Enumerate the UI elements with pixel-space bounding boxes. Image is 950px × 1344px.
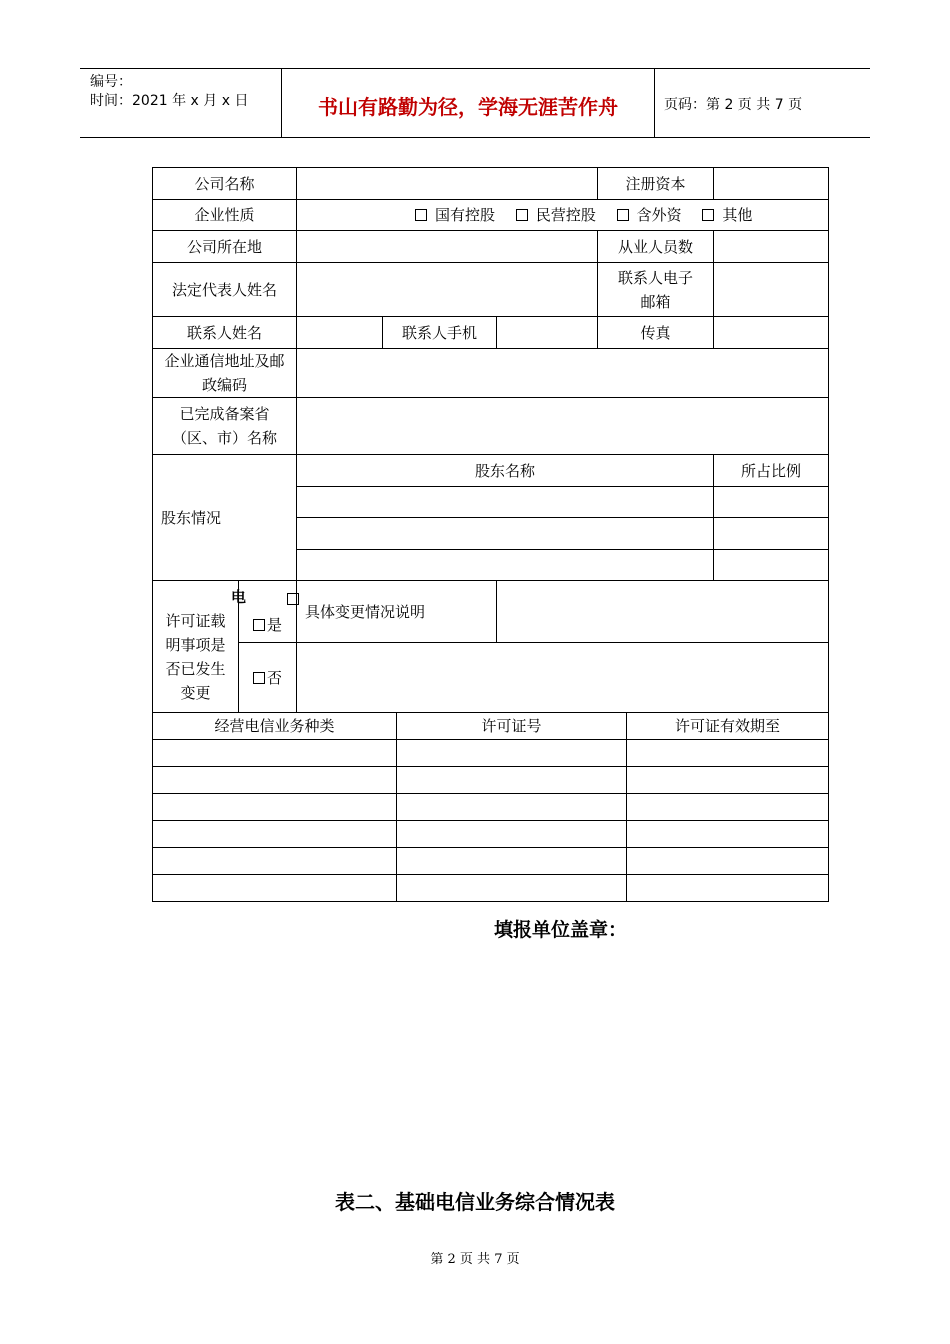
page-header [80,68,870,138]
checkbox-icon[interactable] [253,619,265,631]
header-meta [90,73,248,111]
table-cell[interactable] [397,767,627,794]
seal-label: 填报单位盖章： [494,919,628,941]
change-detail-field[interactable] [297,643,829,713]
fax-field[interactable] [714,317,829,349]
company-info-table [152,167,829,713]
table-cell[interactable] [627,767,829,794]
header-motto: 书山有路勤为径，学海无涯苦作舟 [318,95,618,119]
header-page-info: 页码：第 2 页 共 7 页 [664,97,803,113]
checkbox-icon[interactable] [617,209,629,221]
nature-option[interactable]: 其他 [698,206,756,224]
shareholder-name-cell[interactable] [297,518,714,550]
license-expiry-header: 许可证有效期至 [627,713,829,740]
checkbox-icon[interactable] [415,209,427,221]
table-row [153,875,829,902]
legal-rep-label: 法定代表人姓名 [153,263,297,317]
share-ratio-cell[interactable] [714,487,829,518]
table-cell[interactable] [397,848,627,875]
filed-regions-field[interactable] [297,398,829,455]
table-cell[interactable] [627,821,829,848]
table-row [153,848,829,875]
shareholder-name-cell[interactable] [297,550,714,581]
table-cell[interactable] [627,740,829,767]
telecom-business-table [152,712,829,902]
business-type-header: 经营电信业务种类 [153,713,397,740]
mail-address-label: 企业通信地址及邮政编码 [153,349,297,398]
table-cell[interactable] [627,794,829,821]
nature-option[interactable]: 民营控股 [512,206,600,224]
header-divider [654,69,655,137]
registered-capital-label: 注册资本 [598,168,714,200]
yes-option: 是 [267,616,283,634]
nature-option[interactable]: 国有控股 [411,206,499,224]
table-cell[interactable] [153,848,397,875]
table-title: 表二、基础电信业务综合情况表 [335,1190,615,1214]
license-no-header: 许可证号 [397,713,627,740]
mail-address-field[interactable] [297,349,829,398]
page-footer: 第 2 页 共 7 页 [430,1252,520,1267]
change-desc-label: 具体变更情况说明 [297,581,497,643]
fax-label: 传真 [598,317,714,349]
contact-mobile-label: 联系人手机 [383,317,497,349]
stray-char: 电 [231,588,247,606]
employee-count-label: 从业人员数 [598,231,714,263]
share-ratio-header: 所占比例 [714,455,829,487]
table-row [153,767,829,794]
company-location-label: 公司所在地 [153,231,297,263]
company-name-field[interactable] [297,168,598,200]
checkbox-icon[interactable] [253,672,265,684]
license-change-label: 许可证载明事项是否已发生变更 [153,581,239,713]
table-cell[interactable] [627,848,829,875]
company-name-label: 公司名称 [153,168,297,200]
table-cell[interactable] [153,767,397,794]
table-cell[interactable] [397,740,627,767]
employee-count-field[interactable] [714,231,829,263]
contact-name-label: 联系人姓名 [153,317,297,349]
enterprise-nature-label: 企业性质 [153,200,297,231]
change-desc-field[interactable] [497,581,829,643]
table-cell[interactable] [153,740,397,767]
share-ratio-cell[interactable] [714,550,829,581]
table-cell[interactable] [153,875,397,902]
shareholder-name-cell[interactable] [297,487,714,518]
no-option: 否 [267,668,283,687]
table-cell[interactable] [397,875,627,902]
company-location-field[interactable] [297,231,598,263]
shareholders-label: 股东情况 [153,455,297,581]
table-row [153,740,829,767]
checkbox-icon[interactable] [702,209,714,221]
contact-name-field[interactable] [297,317,383,349]
checkbox-icon[interactable] [287,593,299,605]
license-change-yes-cell[interactable] [231,581,297,643]
table-cell[interactable] [627,875,829,902]
contact-mobile-field[interactable] [497,317,598,349]
contact-email-field[interactable] [714,263,829,317]
table-cell[interactable] [153,794,397,821]
filed-regions-label: 已完成备案省（区、市）名称 [153,398,297,455]
table-row [153,794,829,821]
time-label: 时间：2021 年 x 月 x 日 [90,93,249,109]
enterprise-nature-options [297,200,829,231]
legal-rep-field[interactable] [297,263,598,317]
license-change-no-cell[interactable] [239,643,297,713]
share-ratio-cell[interactable] [714,518,829,550]
table-cell[interactable] [397,794,627,821]
nature-option[interactable]: 含外资 [613,206,686,224]
table-cell[interactable] [153,821,397,848]
shareholder-name-header: 股东名称 [297,455,714,487]
table-cell[interactable] [397,821,627,848]
table-row [153,821,829,848]
contact-email-label: 联系人电子邮箱 [598,263,714,317]
serial-label: 编号： [90,74,132,90]
checkbox-icon[interactable] [516,209,528,221]
registered-capital-field[interactable] [714,168,829,200]
